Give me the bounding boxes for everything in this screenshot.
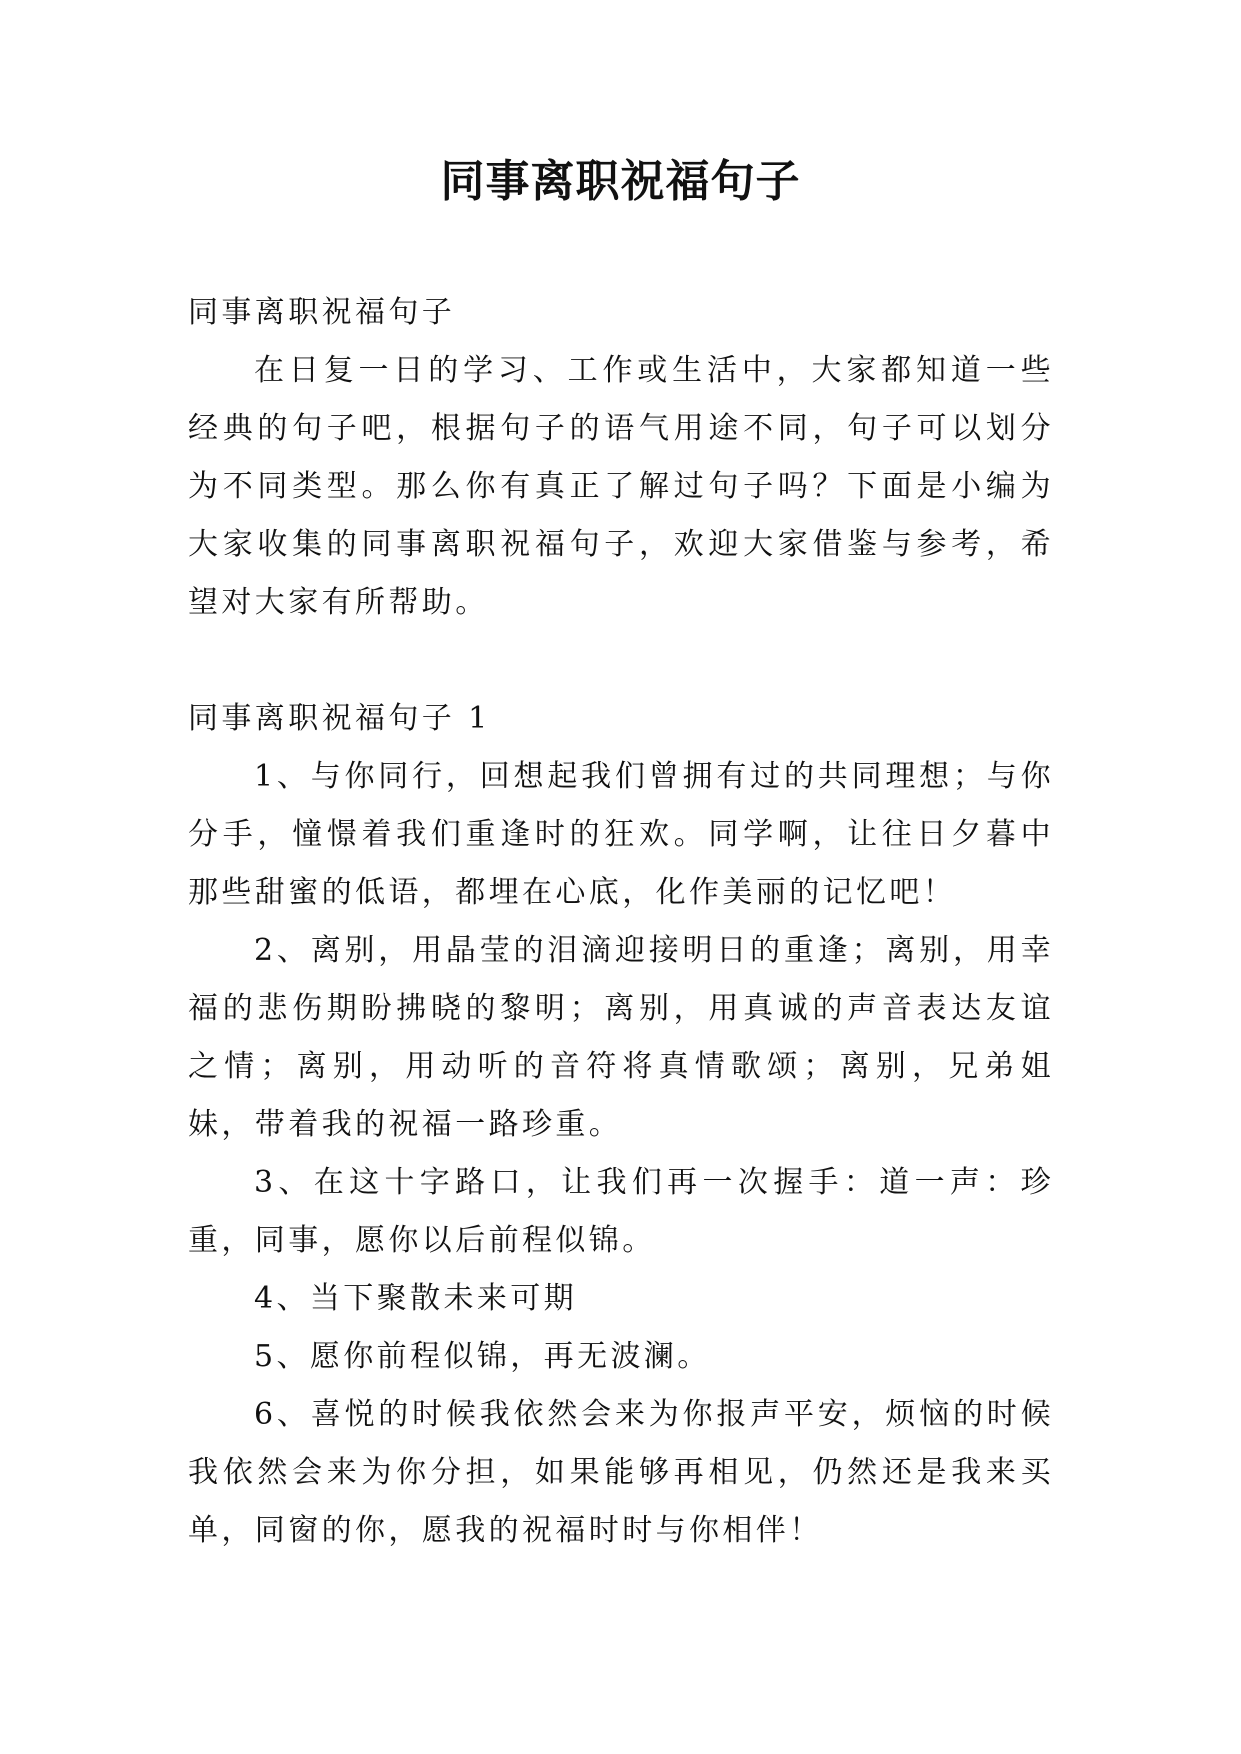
section-heading: 同事离职祝福句子 1 bbox=[188, 701, 491, 736]
document-title: 同事离职祝福句子 bbox=[440, 156, 801, 207]
list-item: 2、离别，用晶莹的泪滴迎接明日的重逢；离别，用幸福的悲伤期盼拂晓的黎明；离别，用真诚的声音表达友谊之情；离别，用动听的音符将真情歌颂；离别，兄弟姐妹，带着我的祝福一路珍重。 bbox=[188, 933, 1054, 1142]
paragraph-spacer bbox=[188, 632, 1054, 690]
list-item: 6、喜悦的时候我依然会来为你报声平安，烦恼的时候我依然会来为你分担，如果能够再相见，仍然还是我来买单，同窗的你，愿我的祝福时时与你相伴！ bbox=[188, 1397, 1054, 1548]
list-item: 5、愿你前程似锦，再无波澜。 bbox=[254, 1339, 711, 1374]
document-subtitle: 同事离职祝福句子 bbox=[188, 295, 456, 330]
intro-paragraph: 在日复一日的学习、工作或生活中，大家都知道一些经典的句子吧，根据句子的语气用途不同，句子可以划分为不同类型。那么你有真正了解过句子吗？下面是小编为大家收集的同事离职祝福句子，欢迎大家借鉴与参考，希望对大家有所帮助。 bbox=[188, 353, 1054, 620]
document-body bbox=[188, 284, 1054, 1560]
list-item: 3、在这十字路口，让我们再一次握手：道一声：珍重，同事，愿你以后前程似锦。 bbox=[188, 1165, 1054, 1258]
list-item: 1、与你同行，回想起我们曾拥有过的共同理想；与你分手，憧憬着我们重逢时的狂欢。同学啊，让往日夕暮中那些甜蜜的低语，都埋在心底，化作美丽的记忆吧！ bbox=[188, 759, 1054, 910]
list-item: 4、当下聚散未来可期 bbox=[254, 1281, 578, 1316]
